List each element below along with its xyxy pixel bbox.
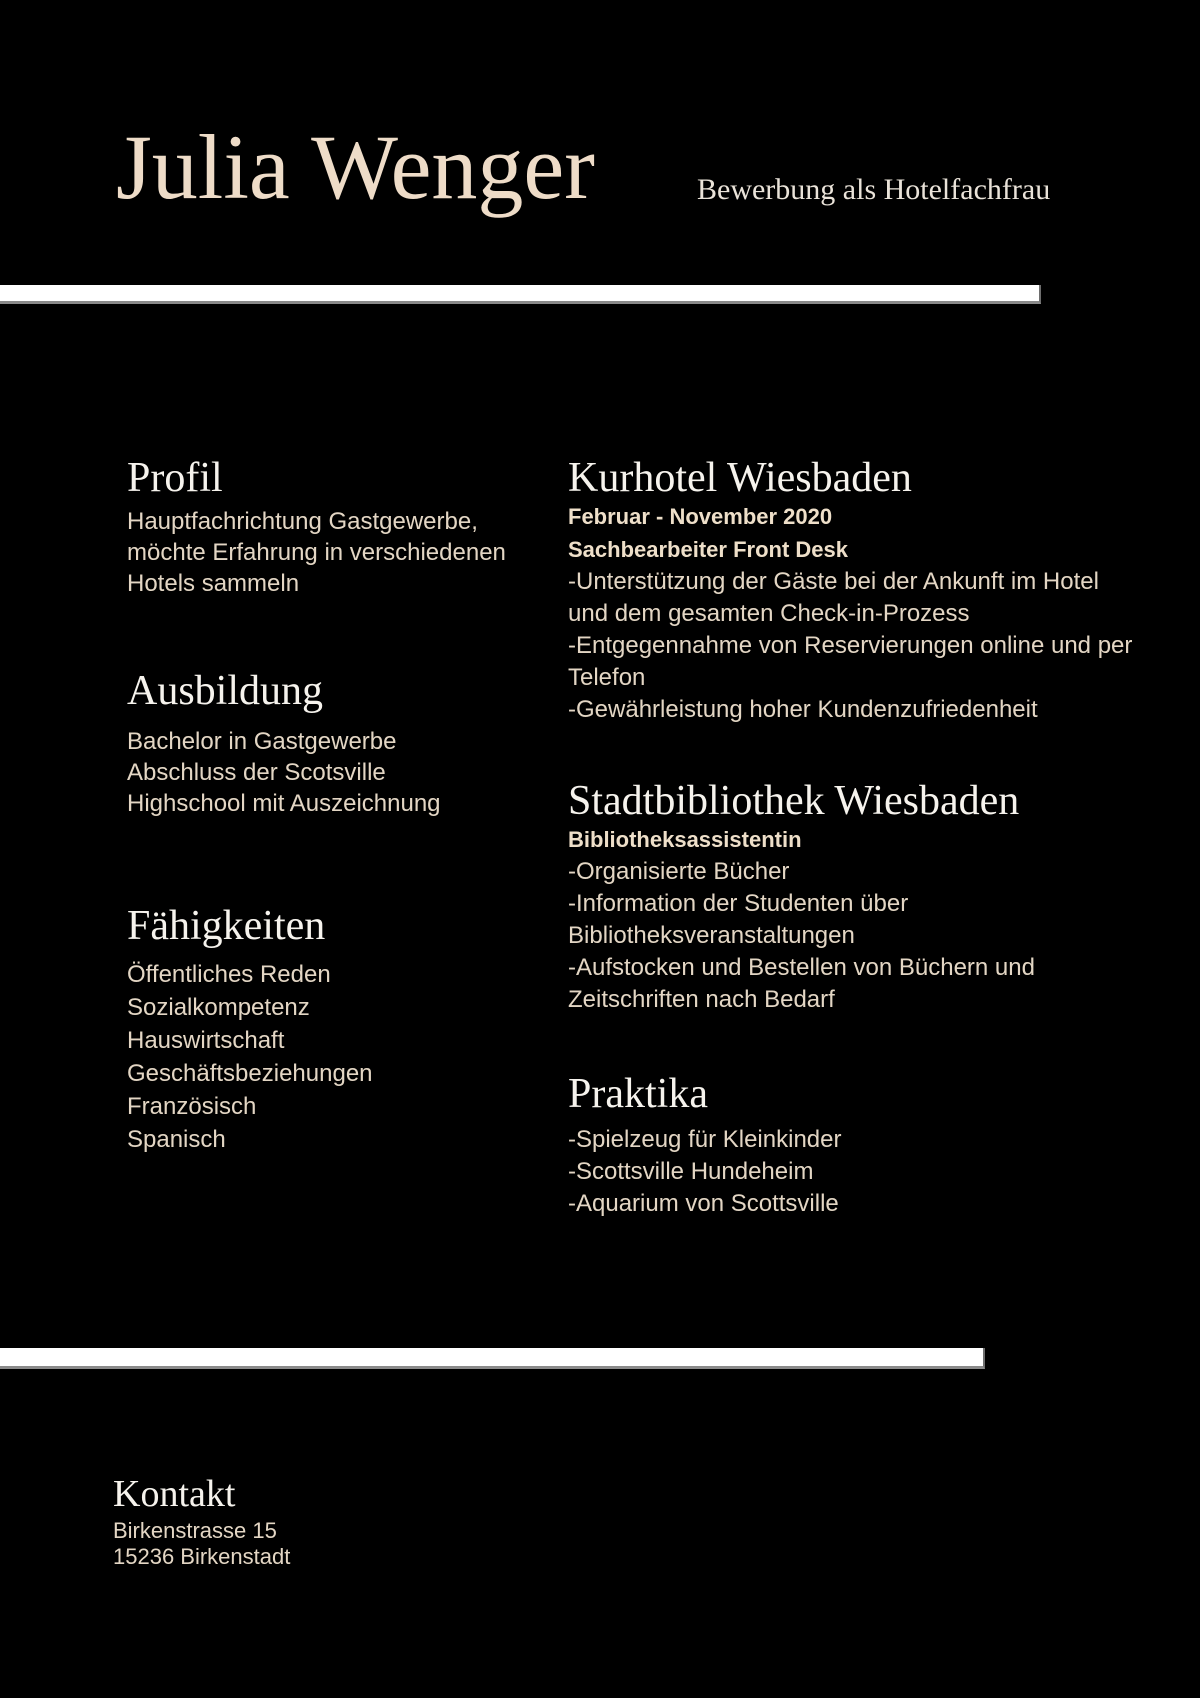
application-subtitle: Bewerbung als Hotelfachfrau [697,173,1051,206]
section-stadtbibliothek [568,779,1128,1016]
address-line: Birkenstrasse 15 [113,1518,277,1543]
section-title-kurhotel: Kurhotel Wiesbaden [568,455,912,501]
contact-address [113,1518,613,1570]
section-title-profil: Profil [127,455,223,501]
duty-line: Bibliotheksveranstaltungen [568,922,855,949]
kurhotel-duties [568,566,1133,726]
address-line: 15236 Birkenstadt [113,1544,291,1569]
praktika-item: -Scottsville Hundeheim [568,1158,814,1185]
skills-list [127,958,527,1156]
text-line: Abschluss der Scotsville [127,759,386,786]
praktika-item: -Spielzeug für Kleinkinder [568,1126,842,1153]
duty-line: Zeitschriften nach Bedarf [568,986,835,1013]
duty-line: -Entgegennahme von Reservierungen online und per [568,632,1133,659]
ausbildung-text [127,726,527,819]
skill-item: Geschäftsbeziehungen [127,1060,373,1087]
section-faehigkeiten [127,904,527,1156]
divider-bar-top [0,285,1041,304]
section-praktika [568,1072,1128,1220]
section-title-praktika: Praktika [568,1071,708,1117]
skill-item: Französisch [127,1093,257,1120]
section-kontakt [113,1472,613,1570]
kurhotel-date: Februar - November 2020 [568,504,833,529]
duty-line: Telefon [568,664,646,691]
stadtbibliothek-role: Bibliotheksassistentin [568,827,802,852]
skill-item: Öffentliches Reden [127,961,331,988]
text-line: Hauptfachrichtung Gastgewerbe, [127,508,478,535]
skill-item: Hauswirtschaft [127,1027,285,1054]
section-title-kontakt: Kontakt [113,1473,236,1515]
section-kurhotel [568,455,1133,726]
section-title-faehigkeiten: Fähigkeiten [127,903,326,949]
text-line: Bachelor in Gastgewerbe [127,728,397,755]
praktika-list [568,1124,1128,1220]
duty-line: -Unterstützung der Gäste bei der Ankunft im Hotel [568,568,1099,595]
profil-text [127,506,527,599]
section-profil [127,456,527,599]
stadtbibliothek-duties [568,856,1128,1016]
duty-line: -Gewährleistung hoher Kundenzufriedenheit [568,696,1038,723]
text-line: Hotels sammeln [127,570,300,597]
kurhotel-role: Sachbearbeiter Front Desk [568,537,848,562]
divider-bar-bottom [0,1348,985,1369]
duty-line: und dem gesamten Check-in-Prozess [568,600,970,627]
section-title-stadtbibliothek: Stadtbibliothek Wiesbaden [568,778,1020,824]
praktika-item: -Aquarium von Scottsville [568,1190,839,1217]
text-line: möchte Erfahrung in verschiedenen [127,539,506,566]
person-name: Julia Wenger [116,116,595,218]
duty-line: -Aufstocken und Bestellen von Büchern und [568,954,1035,981]
duty-line: -Information der Studenten über [568,890,909,917]
section-ausbildung [127,669,527,819]
section-title-ausbildung: Ausbildung [127,668,324,714]
skill-item: Spanisch [127,1126,226,1153]
text-line: Highschool mit Auszeichnung [127,790,441,817]
duty-line: -Organisierte Bücher [568,858,790,885]
skill-item: Sozialkompetenz [127,994,310,1021]
